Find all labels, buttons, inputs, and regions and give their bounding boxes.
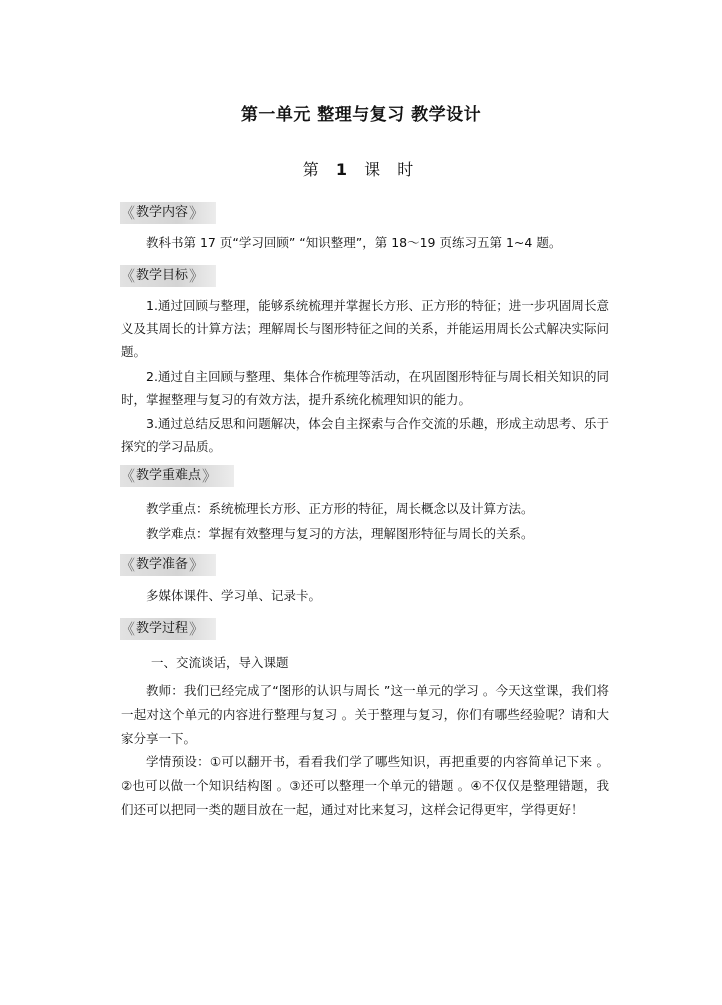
lesson-number	[0, 157, 722, 180]
student-preview: 学情预设：①可以翻开书，看看我们学了哪些知识，再把重要的内容简单记下来 。②也可以做一个知识结构图 。③还可以整理一个单元的错题 。④不仅仅是整理错题，我们还可以把同一类的题目放在一起，通过对比来复习，这样会记得更牢，学得更好！	[121, 754, 609, 817]
double-chevron-right-icon: 》	[189, 204, 205, 222]
key-point-text: 教学重点：系统梳理长方形、正方形的特征，周长概念以及计算方法。	[146, 501, 534, 516]
double-chevron-left-icon: 《	[120, 204, 136, 222]
section-heading-goals	[120, 265, 204, 287]
double-chevron-left-icon: 《	[120, 267, 136, 285]
double-chevron-right-icon: 》	[189, 620, 205, 638]
double-chevron-left-icon: 《	[120, 620, 136, 638]
section-heading-key-points	[120, 465, 217, 487]
section-heading-label: 教学过程	[136, 621, 189, 636]
process-step-1-heading: 一、交流谈话，导入课题	[151, 655, 289, 670]
section-heading-content	[120, 202, 204, 224]
lesson-number-suffix: 课 时	[364, 160, 420, 179]
goal-item-1: 1.通过回顾与整理，能够系统梳理并掌握长方形、正方形的特征；进一步巩固周长意义及其周长的计算方法；理解周长与图形特征之间的关系，并能运用周长公式解决实际问题。	[121, 298, 609, 359]
section-heading-label: 教学重难点	[136, 468, 202, 483]
double-chevron-left-icon: 《	[120, 556, 136, 574]
document-title: 第一单元 整理与复习 教学设计	[240, 105, 482, 125]
preparation-text: 多媒体课件、学习单、记录卡。	[146, 588, 322, 603]
section-heading-process	[120, 618, 204, 640]
section-heading-preparation	[120, 554, 204, 576]
section-heading-label: 教学准备	[136, 557, 189, 572]
difficult-point-text: 教学难点：掌握有效整理与复习的方法，理解图形特征与周长的关系。	[146, 526, 534, 541]
goal-item-3: 3.通过总结反思和问题解决，体会自主探索与合作交流的乐趣，形成主动思考、乐于探究的学习品质。	[121, 416, 609, 454]
double-chevron-right-icon: 》	[202, 467, 218, 485]
section-heading-label: 教学内容	[136, 205, 189, 220]
goal-item-2: 2.通过自主回顾与整理、集体合作梳理等活动，在巩固图形特征与周长相关知识的同时，掌握整理与复习的有效方法，提升系统化梳理知识的能力。	[121, 369, 609, 407]
teacher-dialogue: 教师：我们已经完成了“图形的认识与周长 ”这一单元的学习 。今天这堂课，我们将一起对这个单元的内容进行整理与复习 。关于整理与复习，你们有哪些经验呢？请和大家分享一下。	[121, 683, 609, 746]
double-chevron-right-icon: 》	[189, 556, 205, 574]
section-heading-label: 教学目标	[136, 268, 189, 283]
content-text: 教科书第 17 页“学习回顾” “知识整理”，第 18～19 页练习五第 1~4 题。	[146, 235, 562, 250]
lesson-number-value: 1	[335, 160, 354, 179]
lesson-number-prefix: 第	[302, 160, 325, 179]
double-chevron-right-icon: 》	[189, 267, 205, 285]
double-chevron-left-icon: 《	[120, 467, 136, 485]
